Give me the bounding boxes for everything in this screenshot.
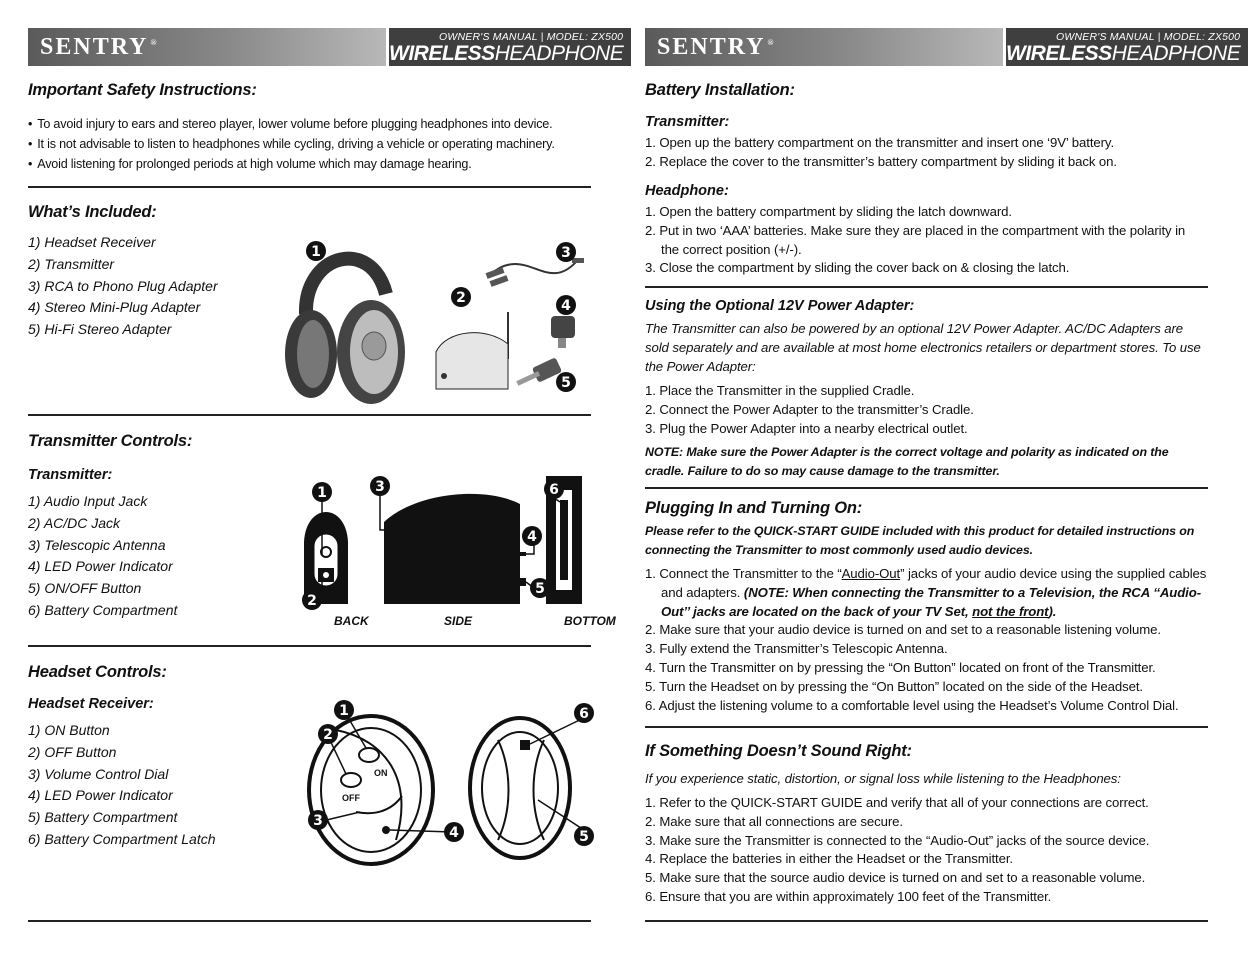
list-item: 3. Plug the Power Adapter into a nearby electrical outlet. bbox=[645, 420, 968, 436]
list-item: • It is not advisable to listen to headphones while cycling, driving a vehicle or operating machinery. bbox=[28, 134, 591, 154]
transmitter-diagram bbox=[276, 472, 616, 630]
power-steps bbox=[645, 382, 1208, 438]
power-intro: The Transmitter can also be powered by an optional 12V Power Adapter. AC/DC Adapters are sold separately and are available at most home electronics retailers or department stores. To use the Power Adapter: bbox=[645, 321, 1201, 374]
stereo-adapter-image bbox=[516, 357, 562, 386]
trouble-steps bbox=[645, 794, 1208, 907]
list-item: 2. Replace the cover to the transmitter’s battery compartment by sliding it back on. bbox=[645, 153, 1117, 169]
headset-controls-list bbox=[28, 720, 216, 851]
bottom-view-label: BOTTOM bbox=[564, 614, 616, 628]
callout-3: 3 bbox=[561, 245, 571, 261]
plugging-steps bbox=[645, 565, 1208, 715]
list-item: 3) RCA to Phono Plug Adapter bbox=[28, 277, 218, 294]
power-note: NOTE: Make sure the Power Adapter is the correct voltage and polarity as indicated on the cradle. Failure to do so may cause damage to the transmitter. bbox=[645, 445, 1169, 478]
side-view-label: SIDE bbox=[444, 614, 473, 628]
list-item: 2) OFF Button bbox=[28, 743, 117, 760]
list-item: 1) Headset Receiver bbox=[28, 234, 156, 250]
left-page bbox=[28, 0, 624, 954]
transmitter-subheading: Transmitter: bbox=[28, 467, 113, 483]
model-box bbox=[389, 28, 631, 66]
model-line: OWNER'S MANUAL | MODEL: ZX500 bbox=[1056, 31, 1241, 43]
headset-image bbox=[285, 259, 405, 404]
list-item: 1. Place the Transmitter in the supplied Cradle. bbox=[645, 383, 915, 398]
list-item: 1) ON Button bbox=[28, 722, 110, 738]
page-header bbox=[28, 28, 624, 66]
included-heading: What’s Included: bbox=[28, 203, 157, 221]
callout-3: 3 bbox=[375, 479, 385, 495]
page-header bbox=[645, 28, 1241, 66]
transmitter-controls-heading: Transmitter Controls: bbox=[28, 432, 193, 450]
trouble-intro: If you experience static, distortion, or signal loss while listening to the Headphones: bbox=[645, 771, 1121, 786]
section-divider bbox=[645, 726, 1208, 728]
transmitter-side-view bbox=[384, 494, 526, 604]
callout-4: 4 bbox=[527, 529, 537, 545]
callout-5: 5 bbox=[561, 375, 571, 391]
list-item: • Avoid listening for prolonged periods at high volume which may damage hearing. bbox=[28, 154, 591, 174]
transmitter-image bbox=[436, 312, 508, 389]
off-button-label: OFF bbox=[342, 793, 360, 803]
callout-1: 1 bbox=[311, 244, 321, 260]
list-item: 1) Audio Input Jack bbox=[28, 493, 148, 509]
list-item: 6) Battery Compartment bbox=[28, 601, 178, 618]
list-item: 5. Turn the Headset on by pressing the “On Button” located on the side of the Headset. bbox=[645, 678, 1143, 694]
list-item: 1. Connect the Transmitter to the “Audio-Out” jacks of your audio device using the supplied cables and adapters. (NOTE: When connecting the Transmitter to a Television, the RCA ‘‘Audio-Out’’ jacks are located on the back of your TV Set, not the front). bbox=[645, 566, 1207, 619]
list-item: 1. Refer to the QUICK-START GUIDE and verify that all of your connections are correct. bbox=[645, 795, 1149, 810]
battery-headphone-steps bbox=[645, 203, 1205, 278]
callout-4: 4 bbox=[561, 298, 571, 314]
list-item: 5) Hi-Fi Stereo Adapter bbox=[28, 321, 172, 338]
list-item: 4. Turn the Transmitter on by pressing the “On Button” located on front of the Transmitter. bbox=[645, 659, 1156, 675]
brand-logo: SENTRY ® bbox=[657, 34, 776, 60]
callout-3: 3 bbox=[313, 813, 323, 829]
on-button-label: ON bbox=[374, 768, 388, 778]
list-item: 2. Put in two ‘AAA’ batteries. Make sure they are placed in the compartment with the polarity in the correct position (+/-). bbox=[645, 222, 1186, 257]
list-item: 3. Fully extend the Transmitter’s Telescopic Antenna. bbox=[645, 641, 948, 657]
list-item: 2. Make sure that all connections are secure. bbox=[645, 813, 903, 829]
callout-6: 6 bbox=[549, 482, 559, 498]
callout-5: 5 bbox=[535, 581, 545, 597]
callout-6: 6 bbox=[579, 706, 589, 722]
section-divider bbox=[645, 286, 1208, 288]
included-list bbox=[28, 232, 218, 341]
section-divider bbox=[645, 487, 1208, 489]
list-item: 3) Volume Control Dial bbox=[28, 765, 169, 782]
list-item: 4. Replace the batteries in either the Headset or the Transmitter. bbox=[645, 851, 1013, 867]
section-divider bbox=[28, 414, 591, 416]
list-item: 5) Battery Compartment bbox=[28, 809, 178, 826]
list-item: 4) LED Power Indicator bbox=[28, 558, 173, 575]
list-item: 3. Close the compartment by sliding the cover back on & closing the latch. bbox=[645, 260, 1070, 276]
list-item: 6. Adjust the listening volume to a comfortable level using the Headset’s Volume Control Dial. bbox=[645, 697, 1179, 713]
brand-banner bbox=[645, 28, 1003, 66]
section-divider bbox=[28, 920, 591, 922]
section-divider bbox=[28, 645, 591, 647]
right-page bbox=[645, 0, 1241, 954]
list-item: • To avoid injury to ears and stereo player, lower volume before plugging headphones into device. bbox=[28, 114, 591, 134]
battery-transmitter-steps bbox=[645, 134, 1208, 172]
list-item: 2) AC/DC Jack bbox=[28, 514, 121, 531]
transmitter-controls-list bbox=[28, 491, 177, 622]
product-title: WIRELESSHEADPHONE bbox=[1006, 42, 1241, 65]
callout-1: 1 bbox=[339, 703, 349, 719]
battery-headphone-subheading: Headphone: bbox=[645, 183, 729, 199]
list-item: 6) Battery Compartment Latch bbox=[28, 830, 216, 847]
model-line: OWNER'S MANUAL | MODEL: ZX500 bbox=[439, 31, 624, 43]
list-item: 1. Open the battery compartment by sliding the latch downward. bbox=[645, 204, 1012, 219]
earcup-battery-view bbox=[470, 718, 570, 858]
list-item: 2. Make sure that your audio device is turned on and set to a reasonable listening volume. bbox=[645, 622, 1161, 638]
rca-cable-image bbox=[486, 258, 584, 287]
safety-heading: Important Safety Instructions: bbox=[28, 81, 257, 99]
product-title: WIRELESSHEADPHONE bbox=[389, 42, 624, 65]
audio-out-term: Audio-Out bbox=[841, 566, 901, 581]
list-item: 6. Ensure that you are within approximately 100 feet of the Transmitter. bbox=[645, 888, 1052, 904]
brand-banner bbox=[28, 28, 386, 66]
headset-controls-heading: Headset Controls: bbox=[28, 663, 167, 681]
list-item: 2) Transmitter bbox=[28, 255, 115, 272]
callout-2: 2 bbox=[323, 727, 333, 743]
list-item: 4) LED Power Indicator bbox=[28, 787, 173, 804]
headset-diagram bbox=[276, 700, 588, 868]
power-heading: Using the Optional 12V Power Adapter: bbox=[645, 298, 915, 314]
section-divider bbox=[645, 920, 1208, 922]
callout-2: 2 bbox=[307, 593, 317, 609]
callout-5: 5 bbox=[579, 829, 589, 845]
trouble-heading: If Something Doesn’t Sound Right: bbox=[645, 742, 912, 760]
list-item: 2. Connect the Power Adapter to the transmitter’s Cradle. bbox=[645, 401, 974, 417]
battery-heading: Battery Installation: bbox=[645, 81, 795, 99]
section-divider bbox=[28, 186, 591, 188]
mini-plug-adapter-image bbox=[551, 316, 575, 348]
callout-2: 2 bbox=[456, 290, 466, 306]
headset-subheading: Headset Receiver: bbox=[28, 696, 154, 712]
callout-4: 4 bbox=[449, 825, 459, 841]
model-box bbox=[1006, 28, 1248, 66]
list-item: 5) ON/OFF Button bbox=[28, 580, 142, 597]
plugging-intro: Please refer to the QUICK-START GUIDE included with this product for detailed instructions on connecting the Transmitter to most commonly used audio devices. bbox=[645, 524, 1195, 557]
list-item: 4) Stereo Mini-Plug Adapter bbox=[28, 299, 201, 316]
callout-1: 1 bbox=[317, 485, 327, 501]
safety-list bbox=[28, 114, 591, 174]
list-item: 3. Make sure the Transmitter is connected to the “Audio-Out” jacks of the source device. bbox=[645, 832, 1150, 848]
included-illustration bbox=[276, 234, 586, 406]
list-item: 5. Make sure that the source audio device is turned on and set to a reasonable volume. bbox=[645, 870, 1146, 886]
battery-transmitter-subheading: Transmitter: bbox=[645, 114, 730, 130]
list-item: 3) Telescopic Antenna bbox=[28, 536, 166, 553]
list-item: 1. Open up the battery compartment on the transmitter and insert one ‘9V’ battery. bbox=[645, 135, 1115, 150]
brand-logo: SENTRY ® bbox=[40, 34, 159, 60]
plugging-heading: Plugging In and Turning On: bbox=[645, 499, 863, 517]
back-view-label: BACK bbox=[334, 614, 369, 628]
